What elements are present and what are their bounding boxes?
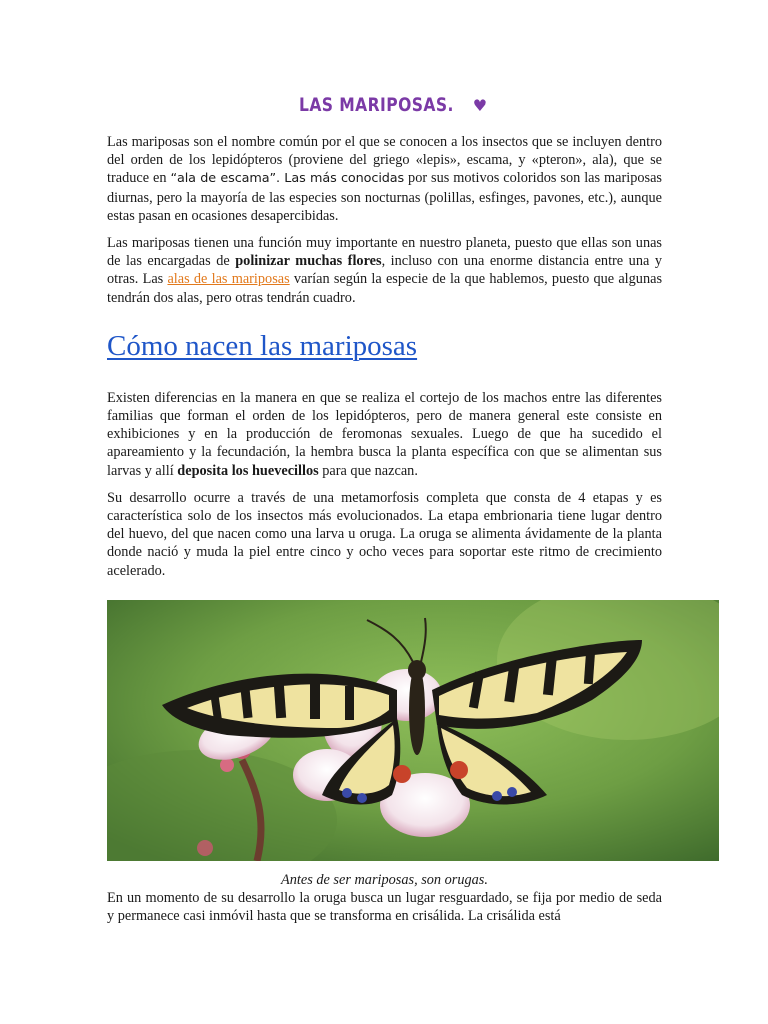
paragraph-function xyxy=(107,234,662,307)
paragraph-intro-part-c: por sus motivos coloridos son las mariposas diurnas, pero la mayoría de las especies son nocturnas (polillas, esfinges, pavones, etc.), aunque estas pasan en ocasiones desapercibidas. xyxy=(107,170,662,224)
page-title xyxy=(107,90,662,120)
document-body-continued xyxy=(107,889,662,934)
paragraph-cortejo-part-a: Existen diferencias en la manera en que se realiza el cortejo de los machos entre las diferentes familias que forman el orden de los lepidópteros, pero de manera general este consiste en exhibiciones y en la producción de feromonas sexuales. Luego de que ha sucedido el apareamiento y la fecundación, la hembra busca la planta específica con que se alimentan sus larvas y allí xyxy=(107,389,662,479)
bold-huevecillos: deposita los huevecillos xyxy=(177,462,319,479)
heart-icon: ♥ xyxy=(472,96,488,115)
paragraph-crisalida: En un momento de su desarrollo la oruga busca un lugar resguardado, se fija por medio de seda y permanece casi inmóvil hasta que se transforma en crisálida. La crisálida está xyxy=(107,890,662,925)
paragraph-function-part-a: Las mariposas tienen una función muy importante en nuestro planeta, puesto que ellas son unas de las encargadas de xyxy=(107,235,662,270)
section-heading-link[interactable]: Cómo nacen las mariposas xyxy=(107,329,418,362)
paragraph-function-part-b: , incluso con una enorme distancia entre una y otras. Las xyxy=(107,253,662,288)
section-heading xyxy=(107,328,662,364)
bold-polinizar: polinizar muchas flores xyxy=(235,253,382,270)
paragraph-desarrollo: Su desarrollo ocurre a través de una metamorfosis completa que consta de 4 etapas y es característica solo de los insectos más evolucionados. La etapa embrionaria tiene lugar dentro del huevo, del que nacen como una larva u oruga. La oruga se alimenta ávidamente de la planta donde nació y muda la piel entre cinco y ocho veces para soportar este ritmo de crecimiento acelerado. xyxy=(107,489,662,579)
paragraph-intro-part-a: Las mariposas son el nombre común por el que se conocen a los insectos que se incluyen dentro del orden de los lepidópteros (proviene del griego «lepis», escama, y «pteron», ala), que se traduce en xyxy=(107,134,662,187)
butterfly-photo xyxy=(107,600,719,861)
paragraph-intro xyxy=(107,133,662,225)
paragraph-intro-part-b: “ala de escama”. Las más conocidas xyxy=(170,171,405,187)
title-text: LAS MARIPOSAS. xyxy=(298,94,454,116)
paragraph-cortejo-part-b: para que nazcan. xyxy=(318,462,418,479)
alas-link[interactable]: alas de las mariposas xyxy=(167,271,290,288)
paragraph-function-part-c: varían según la especie de la que hablemos, puesto que algunas tendrán dos alas, pero otras tendrán cuadro. xyxy=(107,271,663,306)
paragraph-cortejo xyxy=(107,389,662,480)
document-body xyxy=(107,90,662,589)
image-caption: Antes de ser mariposas, son orugas. xyxy=(281,872,488,888)
